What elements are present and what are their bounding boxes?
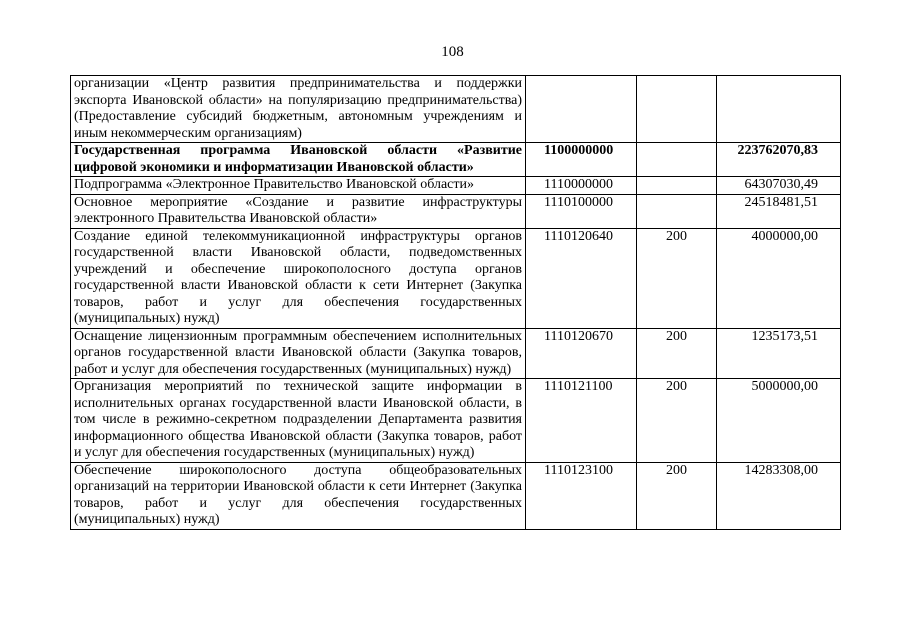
row-code: 1110121100 <box>526 379 637 463</box>
table-row <box>71 379 841 463</box>
row-type: 200 <box>637 228 717 328</box>
row-name: организации «Центр развития предпринимательства и поддержки экспорта Ивановской области» на популяризацию предпринимательства) (Предоставление субсидий бюджетным, автономным учреждениям и иным некоммерческим организациям) <box>71 76 526 143</box>
row-name: Подпрограмма «Электронное Правительство Ивановской области» <box>71 177 526 195</box>
row-amount: 223762070,83 <box>717 143 841 177</box>
row-code: 1110120640 <box>526 228 637 328</box>
row-amount: 1235173,51 <box>717 328 841 379</box>
row-type: 200 <box>637 379 717 463</box>
row-code: 1110100000 <box>526 194 637 228</box>
table-row <box>71 462 841 529</box>
table-row <box>71 194 841 228</box>
row-name: Организация мероприятий по технической защите информации в исполнительных органах государственной власти Ивановской области, в том числе в режимно-секретном подразделении Департамента развития информационного общества Ивановской области (Закупка товаров, работ и услуг для обеспечения государственных (муниципальных) нужд) <box>71 379 526 463</box>
row-code: 1110123100 <box>526 462 637 529</box>
page-number: 108 <box>441 44 464 60</box>
row-code: 1100000000 <box>526 143 637 177</box>
table-row <box>71 177 841 195</box>
row-amount: 4000000,00 <box>717 228 841 328</box>
row-type <box>637 76 717 143</box>
row-name: Обеспечение широкополосного доступа общеобразовательных организаций на территории Ивановской области к сети Интернет (Закупка товаров, работ и услуг для обеспечения государственных (муниципальных) нужд) <box>71 462 526 529</box>
row-code <box>526 76 637 143</box>
row-name: Основное мероприятие «Создание и развитие инфраструктуры электронного Правительства Ивановской области» <box>71 194 526 228</box>
row-code: 1110000000 <box>526 177 637 195</box>
row-type <box>637 177 717 195</box>
row-type <box>637 194 717 228</box>
row-amount: 24518481,51 <box>717 194 841 228</box>
row-amount <box>717 76 841 143</box>
row-type: 200 <box>637 328 717 379</box>
row-amount: 64307030,49 <box>717 177 841 195</box>
row-name: Оснащение лицензионным программным обеспечением исполнительных органов государственной власти Ивановской области (Закупка товаров, работ и услуг для обеспечения государственных (муниципальных) нужд) <box>71 328 526 379</box>
row-type: 200 <box>637 462 717 529</box>
row-name: Создание единой телекоммуникационной инфраструктуры органов государственной власти Ивановской области, подведомственных учреждений и обеспечение широкополосного доступа органов государственной власти Ивановской области к сети Интернет (Закупка товаров, работ и услуг для обеспечения государственных (муниципальных) нужд) <box>71 228 526 328</box>
row-name: Государственная программа Ивановской области «Развитие цифровой экономики и информатизации Ивановской области» <box>71 143 526 177</box>
table-row <box>71 228 841 328</box>
table-row <box>71 328 841 379</box>
table-row <box>71 76 841 143</box>
row-amount: 5000000,00 <box>717 379 841 463</box>
row-amount: 14283308,00 <box>717 462 841 529</box>
row-type <box>637 143 717 177</box>
table-row <box>71 143 841 177</box>
budget-table <box>70 75 841 530</box>
row-code: 1110120670 <box>526 328 637 379</box>
